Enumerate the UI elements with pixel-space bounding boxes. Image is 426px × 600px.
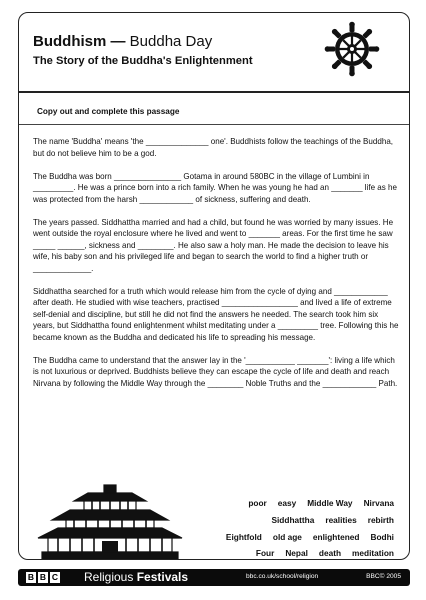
- word-bank: [179, 495, 394, 560]
- worksheet: [18, 12, 410, 560]
- brand-regular: Religious: [84, 570, 137, 584]
- title-rest: Buddha Day: [125, 33, 213, 50]
- word-bank-word: poor: [248, 498, 267, 508]
- footer-copyright: BBC© 2005: [366, 573, 401, 580]
- word-bank-word: Bodhi: [370, 531, 394, 542]
- passage-paragraph: The years passed. Siddhattha married and had a child, but found he was worried by many issues. He went outside the royal enclosure where he lived and went to _______ areas. For the first time he saw _____ ______, sickness and ________. He also saw a holy man. He made the decision to leave his wife, his baby son and his privileged life and began to search the world to find a higher truth or _____________.: [33, 217, 394, 273]
- passage-paragraph: Siddhattha searched for a truth which would release him from the cycle of dying and ____________ after death. He studied with wise teachers, practised _________________ and lived a life of extreme self-denial and discipline, but still he did not find the answers he needed. The search took him six years, but Siddhattha found enlightenment whilst meditating under a _________ tree. Following this he became known as the Buddha and dedicated his life to spreading his message.: [33, 286, 399, 342]
- passage: [33, 136, 399, 401]
- page-subtitle: The Story of the Buddha's Enlightenment: [33, 55, 253, 67]
- word-bank-word: Four: [255, 548, 275, 559]
- word-bank-word: death: [318, 548, 342, 559]
- word-bank-row: [179, 529, 394, 546]
- instruction-divider: [19, 124, 409, 125]
- page-title: [33, 33, 212, 50]
- worksheet-header: [19, 13, 409, 91]
- word-bank-word: Nirvana: [363, 498, 394, 508]
- passage-paragraph: The name 'Buddha' means 'the ______________ one'. Buddhists follow the teachings of the Buddha, but do not believe him to be a god.: [33, 137, 394, 158]
- bbc-logo: [26, 572, 60, 583]
- footer-bar: [18, 569, 410, 586]
- word-bank-word: enlightened: [312, 531, 360, 542]
- series-brand: [84, 570, 188, 584]
- word-bank-row: [179, 545, 394, 560]
- temple-illustration: [34, 479, 186, 560]
- bbc-logo-letter: C: [51, 572, 59, 582]
- bbc-logo-letter: B: [27, 572, 35, 582]
- passage-paragraph: The Buddha came to understand that the answer lay in the '___________ _______': living a life which is not luxurious or deprived. Buddhists believe they can escape the cycle of life and death and reach Nirvana by following the Middle Way through the ________ Noble Truths and the ____________ Path.: [33, 355, 398, 388]
- word-bank-word: old age: [272, 531, 302, 542]
- word-bank-word: rebirth: [367, 514, 394, 525]
- word-bank-word: Nepal: [285, 548, 308, 559]
- dharma-wheel-icon: [324, 21, 380, 77]
- word-bank-word: Siddhattha: [271, 514, 315, 525]
- word-bank-row: [179, 495, 394, 512]
- header-divider: [19, 91, 409, 93]
- word-bank-word: Middle Way: [307, 498, 353, 508]
- passage-paragraph: The Buddha was born _______________ Gotama in around 580BC in the village of Lumbini in _________. He was a prince born into a rich family. When he was young he had an _______ life as he was protected from the harsh ____________ of sickness, suffering and death.: [33, 171, 397, 204]
- word-bank-word: meditation: [352, 548, 394, 559]
- brand-bold: Festivals: [136, 570, 189, 584]
- word-bank-word: Eightfold: [225, 531, 262, 542]
- bbc-logo-letter: B: [39, 572, 47, 582]
- word-bank-word: realities: [325, 514, 357, 525]
- instruction-text: Copy out and complete this passage: [37, 107, 180, 116]
- title-bold: Buddhism —: [33, 33, 126, 50]
- word-bank-row: [179, 512, 394, 529]
- word-bank-word: easy: [277, 498, 297, 508]
- footer-url: bbc.co.uk/school/religion: [246, 573, 319, 580]
